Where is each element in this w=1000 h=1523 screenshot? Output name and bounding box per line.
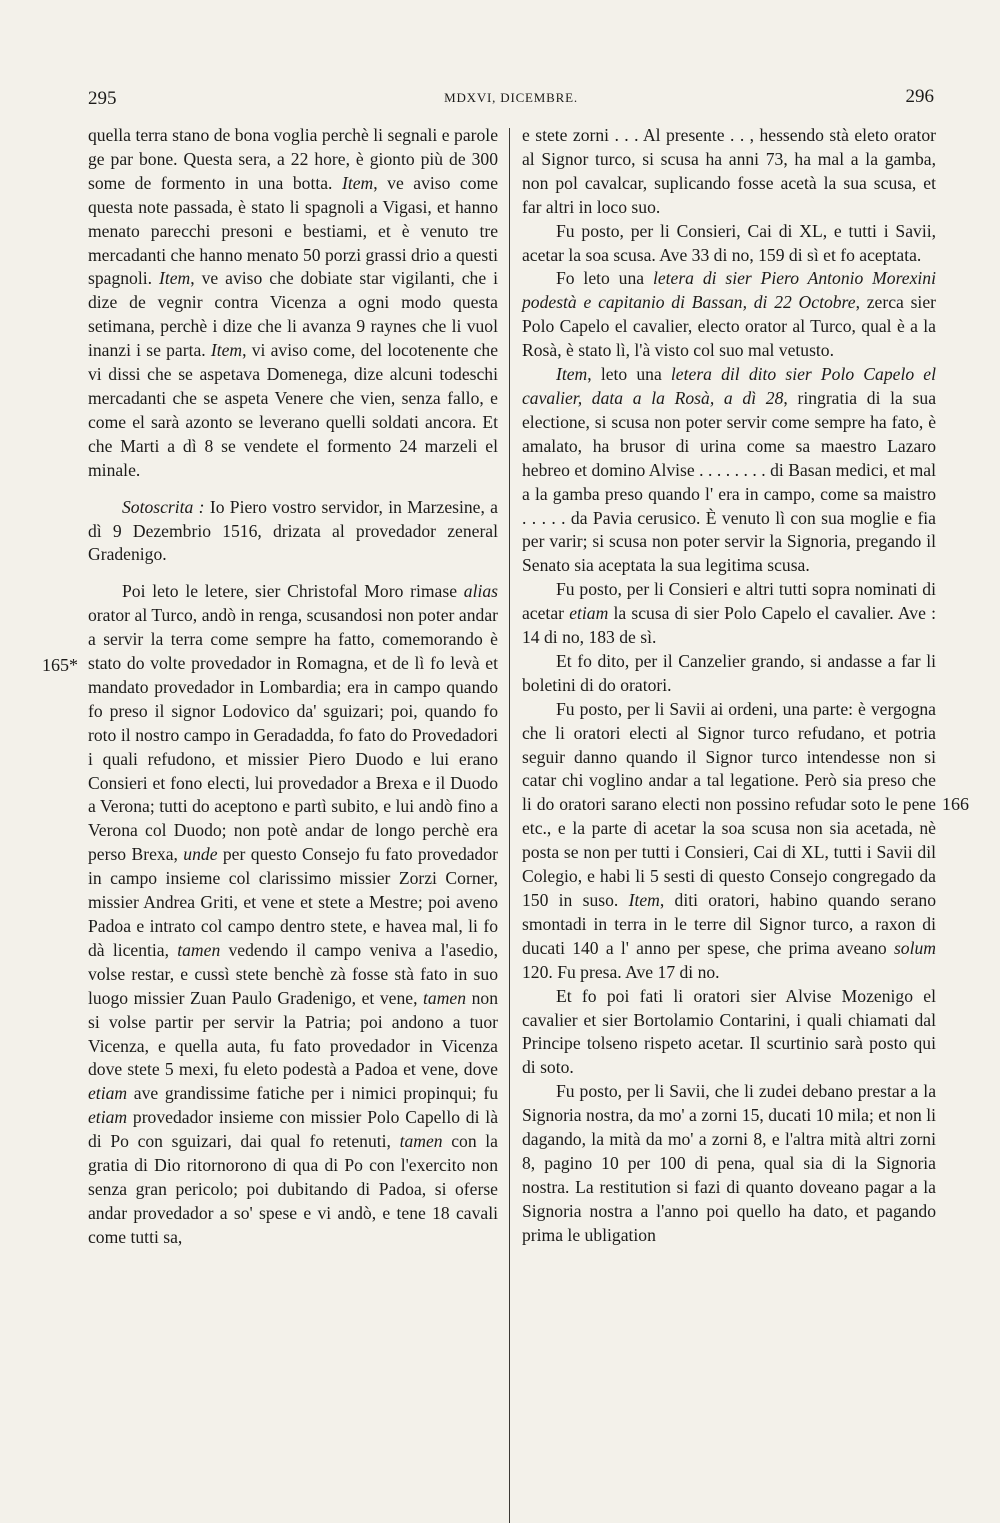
right-column-paragraph: Fu posto, per li Consieri, Cai di XL, e tutti i Savii, acetar la soa scusa. Ave 33 di no, 159 di sì et fo aceptata.: [522, 220, 936, 265]
margin-note-right: 166: [942, 794, 969, 814]
left-column-paragraph: quella terra stano de bona voglia perchè li segnali e parole ge par bone. Questa sera, a 22 hore, è gionto più de 300 some de formento in una botta. Item, ve aviso come questa note passada, è stato li spagnoli a Vigasi, et hanno menato parecchi presoni e bestiami, et è venuto tre mercadanti che hanno menato 50 porzi grassi drio a questi spagnoli. Item, ve aviso che dobiate star vigilanti, che i dize de vegnir contra Vicenza a ogni modo questa setimana, perchè i dize che li avanza 9 raynes che li vuol inanzi i se parta. Item, vi aviso come, del locotenente che vi dissi che se aspetava Domenega, dize alcuni todeschi mercadanti che se aspeta Venere che vien, senza fallo, e come el sarà azonto se leverano quelli soldati ancora. Et che Marti a dì 8 se vendete el formento 24 marzeli el minale.: [88, 125, 499, 480]
right-column-paragraph: Et fo dito, per il Canzelier grando, si andasse a far li boletini di do oratori.: [522, 650, 936, 695]
left-column: [88, 124, 498, 1250]
right-column-paragraph: Et fo poi fati li oratori sier Alvise Mozenigo el cavalier et sier Bortolamio Contarini, i quali chiamati dal Principe tolseno rispeto acetar. Il scurtinio sarà posto qui di soto.: [522, 985, 936, 1078]
right-column-paragraph: e stete zorni . . . Al presente . . , hessendo stà eleto orator al Signor turco, si scusa ha anni 73, ha mal a la gamba, non pol cavalcar, suplicando fosse acetà la sua scusa, et far altri in loco suo.: [522, 125, 936, 217]
page-header: [88, 86, 934, 116]
right-column-paragraph: Item, leto una letera dil dito sier Polo Capelo el cavalier, data a la Rosà, a dì 28, ringratia di la sua electione, si scusa non poter servir come sempre ha fato, è amalato, ha brusor di urina come sa maestro Lazaro hebreo et domino Alvise . . . . . . . . di Basan medici, et mal a la gamba preso quando l' era in campo, come sa maistro . . . . . da Pavia cerusico. È venuto lì con sua moglie e fia per varir; si scusa non poter servir la Signoria, pregando il Senato sia aceptata la sua legitima scusa.: [522, 364, 936, 576]
page-number-right: 296: [905, 86, 934, 107]
running-title: MDXVI, DICEMBRE.: [444, 90, 578, 105]
page-number-left: 295: [88, 88, 117, 109]
left-column-paragraph: Sotoscrita : Io Piero vostro servidor, in Marzesine, a dì 9 Dezembrio 1516, drizata al provedador zeneral Gradenigo.: [88, 496, 498, 565]
right-column-paragraph: Fo leto una letera di sier Piero Antonio Morexini podestà e capitanio di Bassan, di 22 Octobre, zerca sier Polo Capelo el cavalier, electo orator al Turco, qual è a la Rosà, è stato lì, l'à visto col suo mal vetusto.: [522, 268, 936, 361]
right-column-paragraph: Fu posto, per li Savii, che li zudei debano prestar a la Signoria nostra, da mo' a zorni 15, ducati 10 mila; et non li dagando, la mità da mo' a zorni 8, e l'altra mità altri zorni 8, pagino 10 per 100 di pena, qual sia di la Signoria nostra. La restitution si fazi di quanto doveano pagar a la Signoria nostra a l'anno poi quello ha dato, et pagando prima le ubligation: [522, 1081, 936, 1245]
right-column-paragraph: Fu posto, per li Consieri e altri tutti sopra nominati di acetar etiam la scusa di sier Polo Capelo el cavalier. Ave : 14 di no, 183 de sì.: [522, 579, 936, 648]
margin-note-left: 165*: [42, 655, 78, 675]
right-column-paragraph: Fu posto, per li Savii ai ordeni, una parte: è vergogna che li oratori electi al Signor turco refudano, et potria seguir danno quando il Signor turco intendesse non si catar chi voglino andar a tal legatione. Però sia preso che li do oratori sarano electi non possino refudar soto le pene etc., e la parte di acetar la soa scusa non sia acetada, nè posta se non per tutti i Consieri, Cai di XL, tutti i Savii dil Colegio, e habi li 5 sesti di questo Consejo congregado da 150 in suso. Item, diti oratori, habino quando serano smontadi in terra in le terre dil Signor turco, a raxon di ducati 140 a l' anno per spese, che prima aveano solum 120. Fu presa. Ave 17 di no.: [522, 698, 936, 982]
left-column-paragraph: Poi leto le letere, sier Christofal Moro rimase alias orator al Turco, andò in renga, scusandosi non poter andar a servir la terra come sempre ha fatto, comemorando è stato do volte provedador in Romagna, et de lì fo levà et mandato provedador in Lombardia; era in campo quando fo preso il signor Lodovico da' sguizari; poi, quando fo roto il nostro campo in Geradadda, fo fato do Provedadori i quali refudono, et missier Piero Duodo e lui erano Consieri et fono electi, lui provedador a Brexa e il Duodo a Verona; tutti do aceptono e partì subito, e lui andò fino a Verona col Duodo; non potè andar de longo perchè era perso Brexa, unde per questo Consejo fu fato provedador in campo insieme col clarissimo missier Zorzi Corner, missier Andrea Griti, et vene et stete a Mestre; poi aveno Padoa e intrato col campo dentro stete, e havea mal, li fo dà licentia, tamen vedendo il campo veniva a l'asedio, volse restar, e cussì stete benchè zà fosse stà fato in suo luogo missier Zuan Paulo Gradenigo, et vene, tamen non si volse partir per servir la Patria; poi andono a tuor Vicenza, e quella auta, fu fato provedador in Vicenza dove stete 5 mexi, fu eleto podestà a Padoa et vene, dove etiam ave grandissime fatiche per i nimici propinqui; fu etiam provedador insieme con missier Polo Capello di là di Po con sguizari, dai qual fo retenuti, tamen con la gratia di Dio ritornorono di qua di Po con l'exercito non senza gran pericolo; poi dubitando di Padoa, si oferse andar provedador a so' spese e vi andò, e tene 18 cavali come tutti sa,: [88, 581, 499, 1247]
right-column: [522, 124, 936, 1248]
column-divider: [509, 128, 510, 1523]
